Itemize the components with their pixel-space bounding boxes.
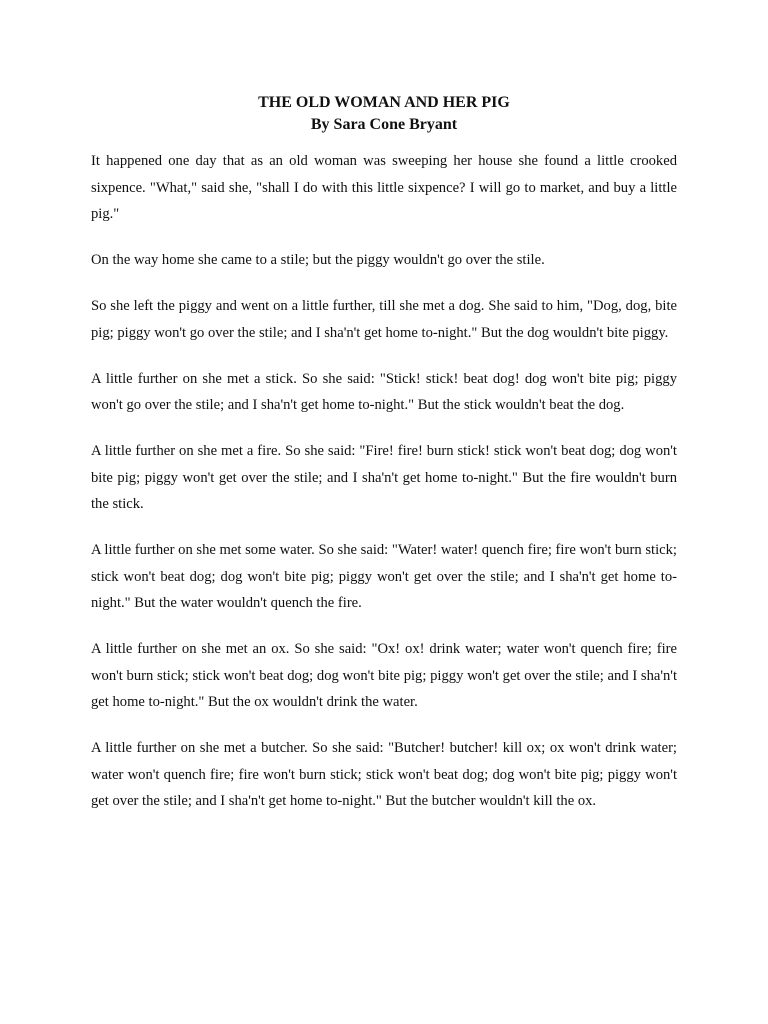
paragraph: It happened one day that as an old woman was sweeping her house she found a little crooked sixpence. "What," said she, "shall I do with this little sixpence? I will go to market, and buy a little pig." <box>91 153 677 222</box>
paragraph: On the way home she came to a stile; but the piggy wouldn't go over the stile. <box>91 252 545 268</box>
paragraph: A little further on she met a fire. So she said: "Fire! fire! burn stick! stick won't beat dog; dog won't bite pig; piggy won't get over the stile; and I sha'n't get home to-night." But the fire wouldn't burn the stick. <box>91 443 677 512</box>
document-author: By Sara Cone Bryant <box>310 116 458 133</box>
paragraph: So she left the piggy and went on a little further, till she met a dog. She said to him, "Dog, dog, bite pig; piggy won't go over the stile; and I sha'n't get home to-night." But the dog wouldn't bite piggy. <box>91 298 677 341</box>
document-title: THE OLD WOMAN AND HER PIG <box>258 94 510 111</box>
paragraph: A little further on she met a butcher. So she said: "Butcher! butcher! kill ox; ox won't drink water; water won't quench fire; fire won't burn stick; stick won't beat dog; dog won't bite pig; piggy won't get over the stile; and I sha'n't get home to-night." But the butcher wouldn't kill the ox. <box>91 740 677 809</box>
document-body <box>91 148 677 834</box>
paragraph: A little further on she met a stick. So she said: "Stick! stick! beat dog! dog won't bite pig; piggy won't go over the stile; and I sha'n't get home to-night." But the stick wouldn't beat the dog. <box>91 370 677 413</box>
paragraph: A little further on she met an ox. So she said: "Ox! ox! drink water; water won't quench fire; fire won't burn stick; stick won't beat dog; dog won't bite pig; piggy won't get over the stile; and I sha'n't get home to-night." But the ox wouldn't drink the water. <box>91 641 677 710</box>
document-header <box>0 92 768 136</box>
paragraph: A little further on she met some water. So she said: "Water! water! quench fire; fire won't burn stick; stick won't beat dog; dog won't bite pig; piggy won't get over the stile; and I sha'n't get home to-night." But the water wouldn't quench the fire. <box>91 542 677 611</box>
